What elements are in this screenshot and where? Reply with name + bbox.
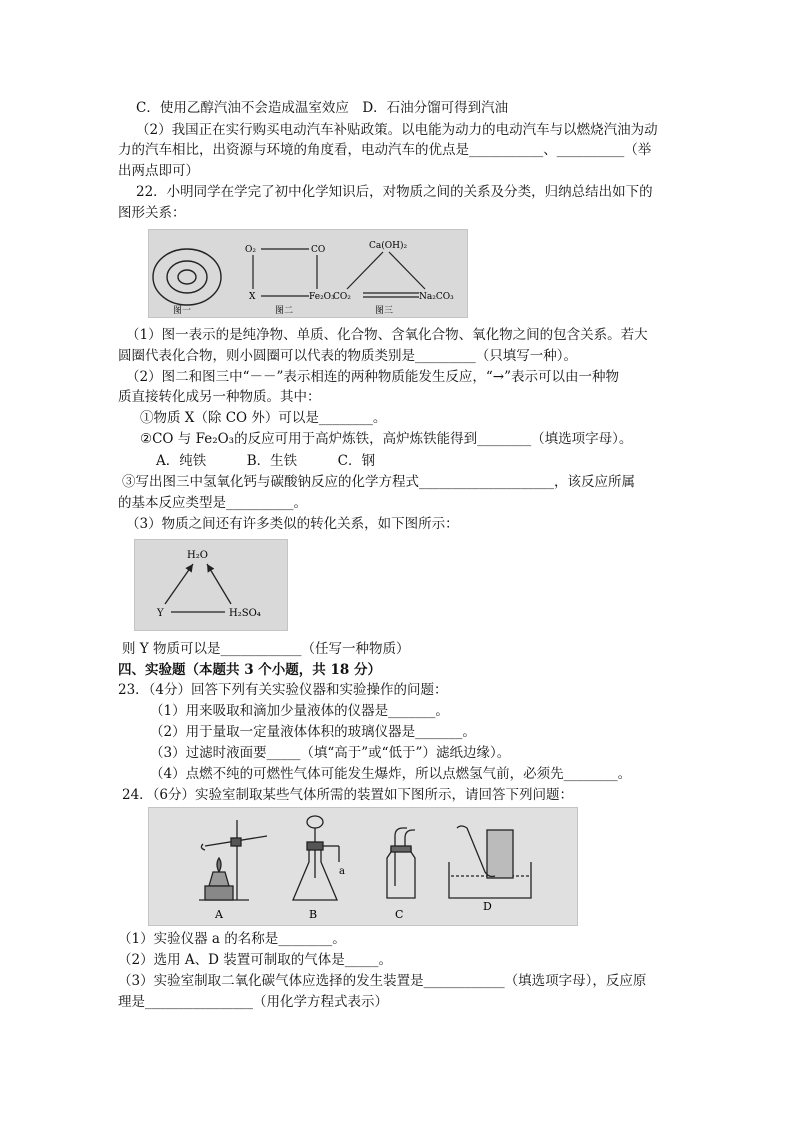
- q24-part3: （3）实验室制取二氧化碳气体应选择的发生装置是____________（填选项字母），反应原: [118, 973, 647, 989]
- q24-stem: 24．（6分）实验室制取某些气体所需的装置如下图所示，请回答下列问题：: [122, 787, 574, 803]
- q22-sub2-options: A．纯铁 B．生铁 C．钢: [156, 453, 375, 469]
- o2-label: O₂: [245, 245, 256, 255]
- q24-part3-cont: 理是________________（用化学方程式表示）: [118, 994, 388, 1010]
- fig3-diagram: [347, 252, 425, 297]
- option-cd: C．使用乙醇汽油不会造成温室效应 D．石油分馏可得到汽油: [136, 100, 509, 116]
- figure-relations: [148, 229, 468, 318]
- concentric-circles: [153, 249, 221, 305]
- q21-part2-cont: 力的汽车相比，出资源与环境的角度看，电动汽车的优点是___________、__________（举: [118, 142, 652, 158]
- label-a: A: [215, 908, 223, 921]
- fe2o3-label: Fe₂O₃: [309, 292, 335, 302]
- q23-part1: （1）用来吸取和滴加少量液体的仪器是_______。: [150, 703, 449, 719]
- section-four-title: 四、实验题（本题共 3 个小题，共 18 分）: [118, 662, 381, 678]
- co-label: CO: [311, 245, 326, 255]
- q22-part1: （1）图一表示的是纯净物、单质、化合物、含氧化合物、氧化物之间的包含关系。若大: [126, 327, 648, 343]
- apparatus-d: [449, 826, 531, 898]
- q22-part1-cont: 圆圈代表化合物，则小圆圈可以代表的物质类别是_________（只填写一种）。: [118, 348, 577, 364]
- caoh2-label: Ca(OH)₂: [369, 241, 408, 251]
- label-d: D: [483, 900, 492, 913]
- label-a-small: a: [339, 866, 345, 877]
- q22-part3: （3）物质之间还有许多类似的转化关系，如下图所示：: [126, 516, 459, 532]
- arrow-h2so4-to-h2o: [207, 564, 231, 604]
- h2o-label: H₂O: [187, 550, 208, 561]
- na2co3-label: Na₂CO₃: [419, 292, 454, 302]
- fig2-diagram: [253, 249, 317, 296]
- h2so4-label: H₂SO₄: [229, 608, 261, 619]
- co2-label: CO₂: [333, 292, 351, 302]
- arrow-y-to-h2o: [165, 564, 193, 604]
- q24-part2: （2）选用 A、D 装置可制取的气体是_____。: [118, 952, 392, 968]
- q22-sub1: ①物质 X（除 CO 外）可以是________。: [140, 410, 387, 426]
- q23-part4: （4）点燃不纯的可燃性气体可能发生爆炸，所以点燃氢气前，必须先________。: [150, 766, 632, 782]
- y-label: Y: [157, 608, 164, 619]
- apparatus-a: [199, 820, 267, 900]
- q22-sub3-cont: 的基本反应类型是__________。: [118, 495, 307, 511]
- q24-part1: （1）实验仪器 a 的名称是________。: [118, 931, 346, 947]
- fig2-caption: 图二: [275, 306, 294, 316]
- figure-triangle: [134, 539, 288, 631]
- q22-part2: （2）图二和图三中“－－”表示相连的两种物质能发生反应，“→”表示可以由一种物: [126, 369, 620, 385]
- q23-stem: 23．（4分）回答下列有关实验仪器和实验操作的问题：: [118, 682, 448, 698]
- x-label: X: [249, 292, 256, 302]
- q21-part2: （2）我国正在实行购买电动汽车补贴政策。以电能为动力的电动汽车与以燃烧汽油为动: [136, 122, 658, 138]
- apparatus-c: [387, 828, 415, 898]
- q22-sub3: ③写出图三中氢氧化钙与碳酸钠反应的化学方程式____________________，该反应所属: [122, 474, 635, 490]
- fig3-caption: 图三: [375, 306, 394, 316]
- label-c: C: [395, 908, 404, 921]
- q22-part2-cont: 质直接转化成另一种物质。其中：: [118, 389, 321, 405]
- q21-part2-end: 出两点即可）: [118, 163, 199, 179]
- q22-part3-answer: 则 Y 物质可以是____________（任写一种物质）: [122, 641, 410, 657]
- q22-stem: 22．小明同学在学完了初中化学知识后，对物质之间的关系及分类，归纳总结出如下的: [136, 184, 653, 200]
- q23-part2: （2）用于量取一定量液体体积的玻璃仪器是_______。: [150, 724, 476, 740]
- figure-apparatus: [148, 807, 578, 926]
- label-b: B: [309, 908, 318, 921]
- q22-stem-cont: 图形关系：: [118, 205, 186, 221]
- fig1-caption: 图一: [173, 306, 192, 316]
- q23-part3: （3）过滤时液面要_____（填“高于”或“低于”）滤纸边缘）。: [150, 745, 511, 761]
- q22-sub2: ②CO 与 Fe₂O₃的反应可用于高炉炼铁，高炉炼铁能得到________（填选项字母）。: [140, 431, 633, 447]
- apparatus-b: [293, 816, 339, 900]
